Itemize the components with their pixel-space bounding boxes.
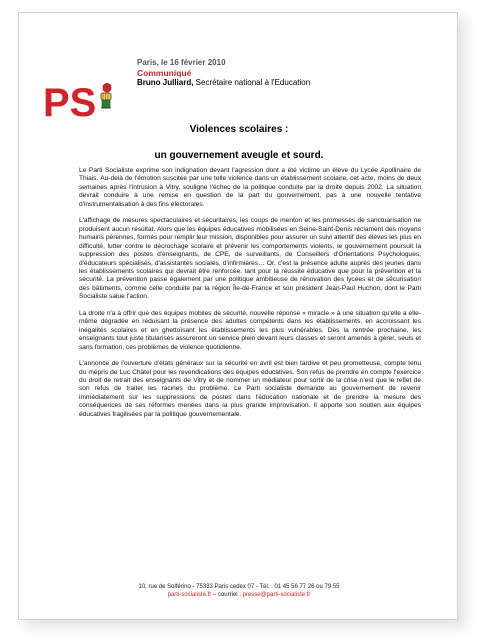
footer-email-link[interactable]: presse@parti-socialiste.fr (242, 592, 311, 598)
ps-logo-text: PS (43, 81, 97, 119)
footer-website-link[interactable]: parti-socialiste.fr (167, 592, 212, 598)
title-line-1: Violences scolaires : (189, 124, 289, 135)
footer-contact (19, 591, 459, 599)
document-header (137, 58, 437, 88)
document-body (79, 167, 421, 427)
title-line-2: un gouvernement aveugle et sourd. (154, 150, 324, 161)
document-footer (19, 583, 459, 599)
document-author (137, 78, 437, 88)
ps-logo (43, 79, 115, 119)
author-name: Bruno Julliard, (137, 78, 194, 87)
author-role: Secrétaire national à l'Education (193, 78, 311, 87)
document-date: Paris, le 16 février 2010 (137, 58, 226, 67)
paragraph: Le Parti Socialiste exprime son indignation devant l'agression dont a été victime un élève du Lycée Apollinaire de Thiais. Au-delà de l'émotion suscitée par une telle violence dans un établissement scolaire, cet acte, moins de deux semaines après l'intrusion à Vitry, souligne l'échec de la politique conduite par la droite depuis 2002. La situation devrait conduire à une remise en question de la part du gouvernement, pas à une nouvelle tentative d'instrumentalisation à des fins électorales. (79, 167, 421, 208)
rose-fist-icon (101, 84, 112, 109)
paragraph: La droite n'a à offrir que des équipes mobiles de sécurité, nouvelle réponse « miracle » à une situation qu'elle a elle-même dégradée en réduisant la présence des adultes compétents dans les établissements, en accroissant les inégalités scolaires et en ghettoïsant les établissements les plus vulnérables. Dès la rentrée prochaine, les enseignants tout juste titularisés assureront un service plein devant leurs classes et seront amenés à gérer, seuls et sans formation, ces problèmes de violence quotidienne. (79, 309, 421, 351)
document-title (37, 123, 441, 162)
ps-logo-graphic (43, 79, 115, 119)
footer-email-label: – courriel : (211, 592, 243, 598)
paragraph: L'affichage de mesures spectaculaires et sécuritaires, les coups de menton et les promesses de sanctuarisation ne produisent aucun résultat. Alors que les équipes éducatives mobilisées en Seine-Saint-Denis réclament des moyens humains pérennes, formés pour remplir leur mission, disponibles pour assurer un suivi attentif des élèves les plus en difficulté, lutter contre le décrochage scolaire et prévenir les comportements violents, le gouvernement poursuit la suppression des postes d'enseignants, de CPE, de surveillants, de Conseillers d'Orientations Psychologues, d'éducateurs spécialisés, d'assistantes sociales, d'infirmières… Or, c'est la présence adulte auprès des jeunes dans les établissements scolaires qui devrait être renforcée, tant pour la réussite éducative que pour la prévention et la sécurité. La prévention passe également par une politique ambitieuse de rénovation des lycées et de sécurisation des bâtiments, comme celle conduite par la région Île-de-France et son président Jean-Paul Huchon, dont le Parti Socialiste salue l'action. (79, 217, 421, 301)
paragraph: L'annonce de l'ouverture d'états généraux sur la sécurité en avril est bien tardive et peu prometteuse, compte tenu du mépris de Luc Châtel pour les revendications des équipes éducatives. Son refus de prendre en compte l'exercice du droit de retrait des enseignants de Vitry et de nommer un médiateur pour sortir de la crise n'est que le reflet de son refus de traiter les racines du problème. Le Parti socialiste demande au gouvernement de revenir immédiatement sur les suppressions de postes dans l'éducation nationale et de prendre la mesure des conséquences de ses réformes menées dans la plus grande improvisation. Il apporte son soutien aux équipes éducatives fragilisées par la politique gouvernementale. (79, 360, 421, 418)
document-type: Communiqué (137, 68, 192, 78)
document-page (18, 12, 458, 620)
footer-address: 10, rue de Solférino - 75333 Paris cedex 07 - Tél. : 01 45 56 77 26 ou 79 55 (138, 584, 340, 590)
